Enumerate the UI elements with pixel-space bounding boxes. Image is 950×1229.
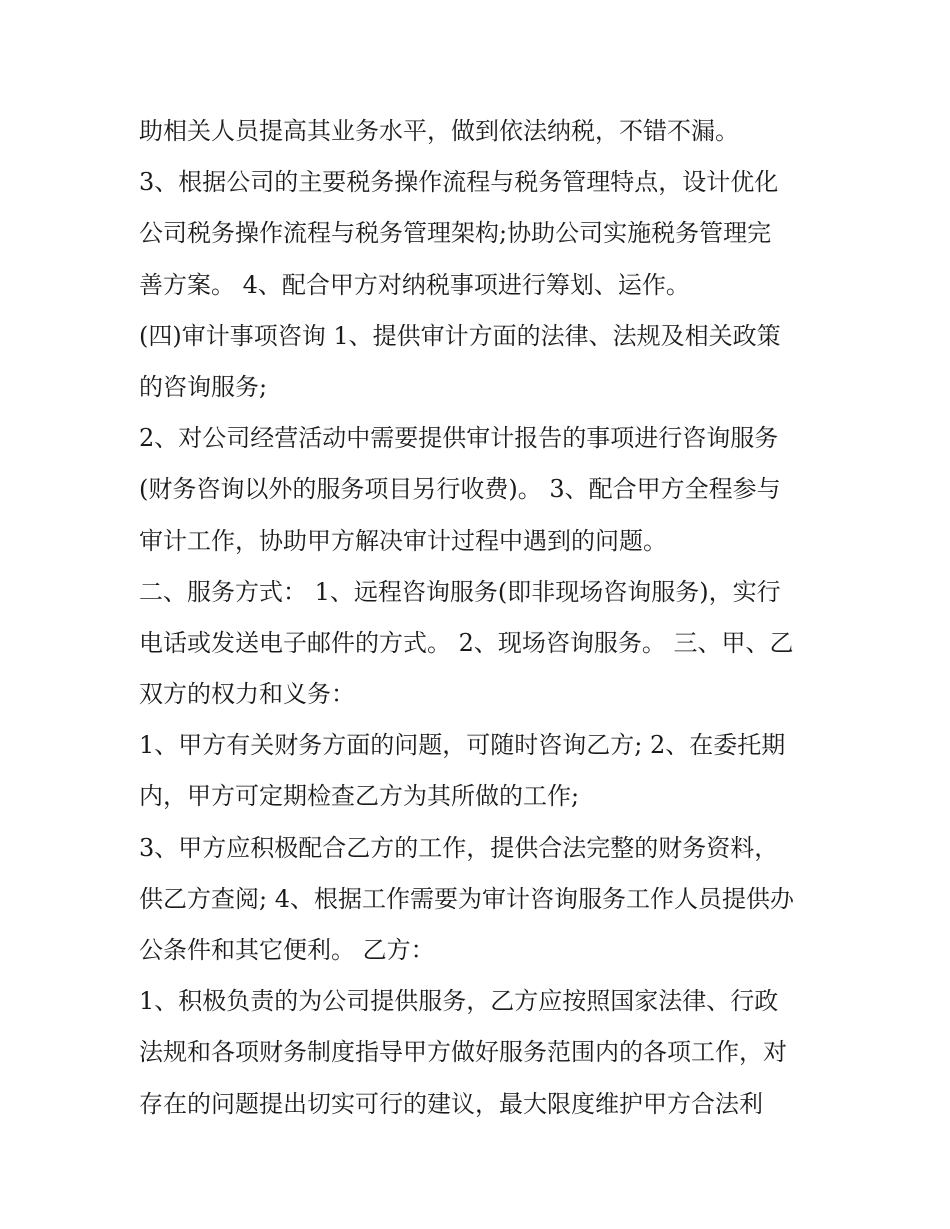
- text-line: 助相关人员提高其业务水平，做到依法纳税，不错不漏。: [139, 117, 739, 145]
- text-line: 公条件和其它便利。 乙方：: [139, 936, 435, 964]
- text-line: 1、甲方有关财务方面的问题，可随时咨询乙方; 2、在委托期: [139, 731, 786, 760]
- text-line: 1、积极负责的为公司提供服务，乙方应按照国家法律、行政: [139, 987, 779, 1016]
- text-line: 供乙方查阅; 4、根据工作需要为审计咨询服务工作人员提供办: [139, 884, 794, 913]
- text-line: 3、根据公司的主要税务操作流程与税务管理特点，设计优化: [139, 168, 779, 197]
- text-line: 善方案。 4、配合甲方对纳税事项进行筹划、运作。: [139, 270, 690, 299]
- text-line: 公司税务操作流程与税务管理架构;协助公司实施税务管理完: [139, 219, 772, 248]
- text-line: 内，甲方可定期检查乙方为其所做的工作;: [139, 782, 580, 811]
- text-line: (财务咨询以外的服务项目另行收费)。 3、配合甲方全程参与: [139, 475, 781, 504]
- text-line: 法规和各项财务制度指导甲方做好服务范围内的各项工作，对: [139, 1038, 787, 1067]
- text-line: 审计工作，协助甲方解决审计过程中遇到的问题。: [139, 526, 667, 555]
- text-line: 二、服务方式： 1、远程咨询服务(即非现场咨询服务)，实行: [139, 577, 781, 606]
- text-line: 存在的问题提出切实可行的建议，最大限度维护甲方合法利: [139, 1089, 763, 1118]
- text-line: 3、甲方应积极配合乙方的工作，提供合法完整的财务资料，: [139, 833, 779, 862]
- text-line: 电话或发送电子邮件的方式。 2、现场咨询服务。 三、甲、乙: [139, 628, 794, 657]
- text-line: 2、对公司经营活动中需要提供审计报告的事项进行咨询服务: [139, 424, 779, 453]
- text-line: 双方的权力和义务：: [139, 680, 355, 709]
- document-body: [139, 106, 829, 1130]
- text-line: 的咨询服务;: [139, 372, 268, 401]
- text-line: (四)审计事项咨询 1、提供审计方面的法律、法规及相关政策: [139, 321, 781, 350]
